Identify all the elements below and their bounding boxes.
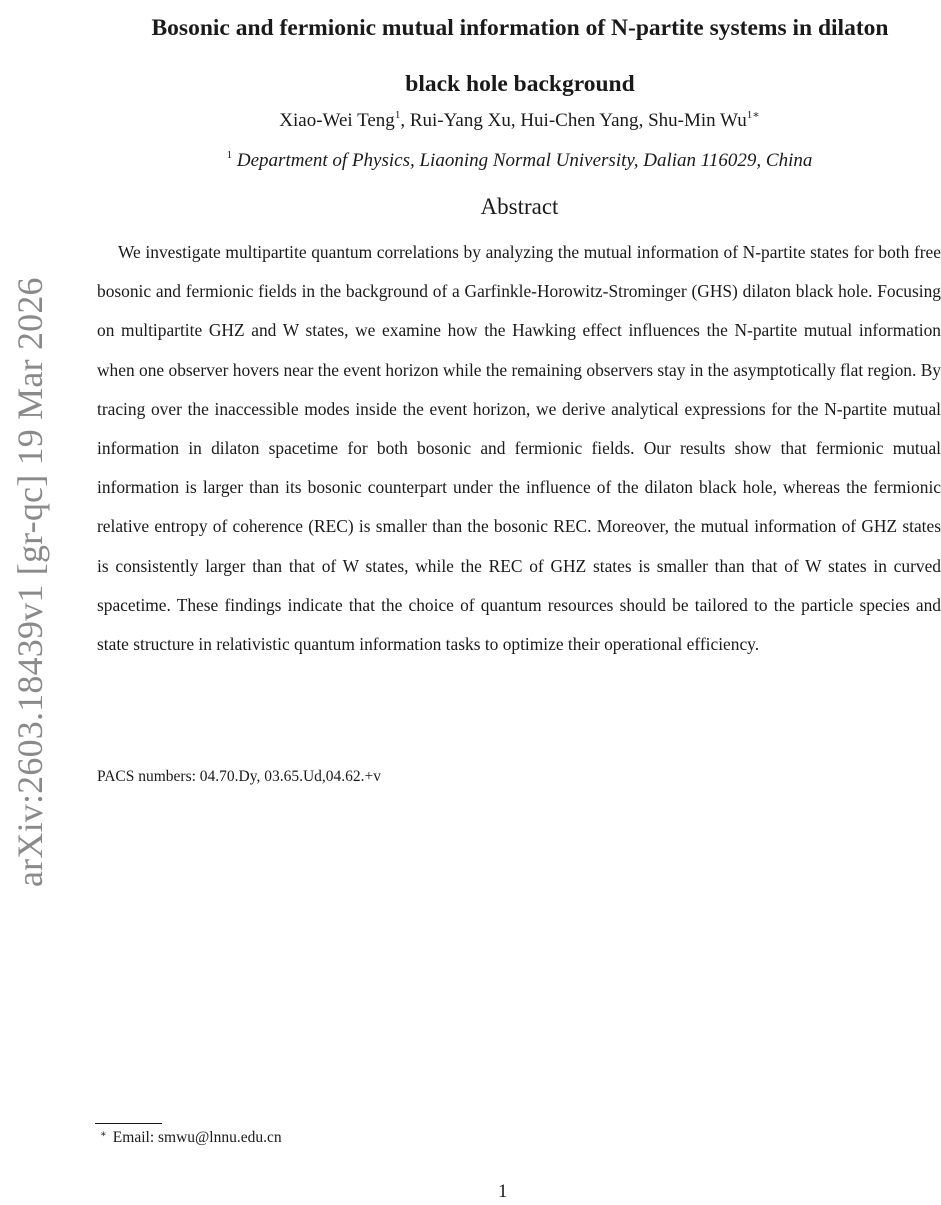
- page-number: 1: [498, 1181, 508, 1202]
- pacs-numbers: PACS numbers: 04.70.Dy, 03.65.Ud,04.62.+v: [97, 768, 382, 785]
- author-list: Xiao-Wei Teng$^1$, Rui-Yang Xu, Hui-Chen Yang, Shu-Min $Wu^{1∗}$: [279, 109, 760, 131]
- affiliation-mark: 1: [394, 109, 401, 121]
- title-line-2: black hole background: [405, 71, 635, 97]
- title-line-1: Bosonic and fermionic mutual information of N-partite systems in dilaton: [151, 15, 889, 41]
- author-name: Rui-Yang Xu: [409, 110, 511, 131]
- arxiv-identifier-stamp: arXiv:2603.18439v1 [gr-qc] 19 Mar 2026: [10, 277, 50, 887]
- footnote: [100, 1126, 282, 1150]
- affiliation: [98, 146, 941, 176]
- footnote-mark: ∗: [100, 1129, 107, 1140]
- author-name: Shu-Min Wu: [648, 110, 747, 131]
- author-name: Xiao-Wei Teng: [279, 110, 395, 131]
- abstract-body: We investigate multipartite quantum correlations by analyzing the mutual information of N-partite states for both free bosonic and fermionic fields in the background of a Garfinkle-Horowitz-Strominger (GHS) dilaton black hole. Focusing on multipartite GHZ and W states, we examine how the Hawking effect influences the N-partite mutual information when one observer hovers near the event horizon while the remaining observers stay in the asymptotically flat region. By tracing over the inaccessible modes inside the event horizon, we derive analytical expressions for the N-partite mutual information in dilaton spacetime for both bosonic and fermionic fields. Our results show that fermionic mutual information is larger than its bosonic counterpart under the influence of the dilaton black hole, whereas the fermionic relative entropy of coherence (REC) is smaller than the bosonic REC. Moreover, the mutual information of GHZ states is consistently larger than that of W states, while the REC of GHZ states is smaller than that of W states in curved spacetime. These findings indicate that the choice of quantum resources should be tailored to the particle species and state structure in relativistic quantum information tasks to optimize their operational efficiency.: [97, 242, 941, 655]
- footnote-email: Email: smwu@lnnu.edu.cn: [112, 1129, 282, 1146]
- author-name: Hui-Chen Yang: [520, 110, 639, 131]
- affiliation-mark: 1: [226, 149, 233, 161]
- paper-title: [90, 0, 941, 112]
- affiliation-text: Department of Physics, Liaoning Normal University, Dalian 116029, China: [236, 150, 813, 171]
- abstract-heading: Abstract: [480, 194, 559, 219]
- footnote-divider: [95, 1123, 162, 1124]
- affiliation-mark: 1∗: [746, 109, 760, 121]
